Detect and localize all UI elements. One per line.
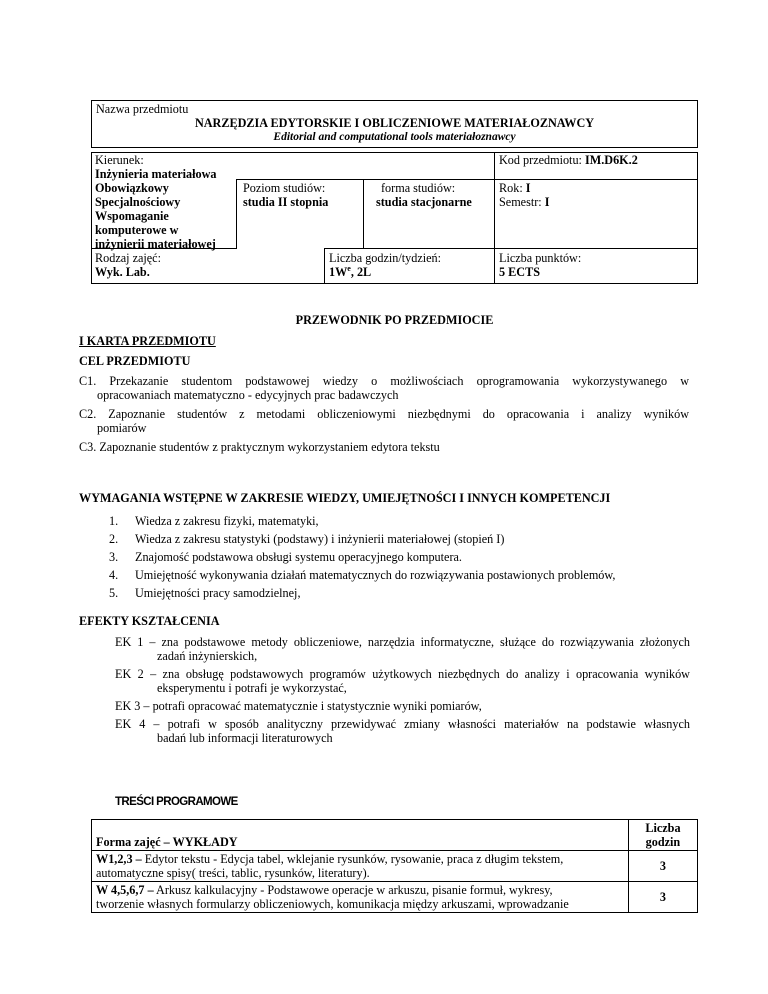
- cel-3: C3. Zapoznanie studentów z praktycznym wykorzystaniem edytora tekstu: [79, 440, 440, 454]
- punkty-label: Liczba punktów:: [499, 251, 582, 265]
- karta-title: I KARTA PRZEDMIOTU: [79, 334, 216, 348]
- efekty-list: [115, 635, 690, 745]
- semestr: [499, 195, 549, 209]
- rok-label: Rok:: [499, 181, 523, 195]
- cel-1-line-2: opracowaniach matematyczno - edycyjnych prac badawczych: [97, 388, 399, 402]
- ek-1-line-2: zadań inżynierskich,: [157, 649, 258, 663]
- course-name-label: Nazwa przedmiotu: [96, 102, 189, 116]
- rodzaj-label: Rodzaj zajęć:: [95, 251, 161, 265]
- guide-title: PRZEWODNIK PO PRZEDMIOCIE: [295, 313, 494, 327]
- godziny-value: $1W^e$, 2L: [329, 263, 372, 279]
- program-row-2-hours: 3: [628, 882, 697, 913]
- program-table: [91, 819, 698, 913]
- semestr-label: Semestr:: [499, 195, 542, 209]
- program-head-hours: Liczba godzin: [628, 820, 697, 851]
- rok: [499, 181, 531, 195]
- ek-2-line-1: EK 2 – zna obsługę podstawowych programów użytkowych niezbędnych do analizy i opracowania wyników: [115, 667, 690, 681]
- list-item: 3. Znajomość podstawowa obsługi systemu operacyjnego komputera.: [109, 550, 462, 564]
- spec-name-3: inżynierii materiałowej: [95, 237, 216, 251]
- course-subtitle: Editorial and computational tools materiałoznawcy: [273, 131, 516, 143]
- ek-4-line-1: EK 4 – potrafi w sposób analityczny przewidywać zmiany własności materiałów na podstawie własnych: [115, 717, 690, 731]
- forma-label: forma studiów:: [381, 181, 456, 195]
- semestr-value: I: [544, 195, 550, 209]
- table-row: [92, 882, 698, 913]
- table-header-row: [92, 820, 698, 851]
- cele-list: [79, 374, 689, 454]
- cel-title: CEL PRZEDMIOTU: [79, 354, 191, 368]
- rodzaj-value: Wyk. Lab.: [95, 265, 150, 279]
- kierunek-label: Kierunek:: [95, 153, 144, 167]
- specjalnosciowy: Specjalnościowy: [95, 195, 181, 209]
- obowiazkowy: Obowiązkowy: [95, 181, 169, 195]
- wymagania-list: [79, 514, 699, 604]
- ek-2-line-2: eksperymentu i potrafi je wykorzystać,: [157, 681, 347, 695]
- tresci-title: TREŚCI PROGRAMOWE: [115, 796, 238, 808]
- ek-3: EK 3 – potrafi opracować matematycznie i statystycznie wyniki pomiarów,: [115, 699, 482, 713]
- cel-2-line-2: pomiarów: [97, 421, 147, 435]
- ek-1-line-1: EK 1 – zna podstawowe metody obliczeniowe, narzędzia informatyczne, służące do rozwiązywania złożonych: [115, 635, 690, 649]
- kierunek-value: Inżynieria materiałowa: [95, 167, 217, 181]
- program-row-2-text: W 4,5,6,7 – Arkusz kalkulacyjny - Podstawowe operacje w arkuszu, pisanie formuł, wykresy, tworzenie własnych formularzy obliczeniowych, komunikacja między arkuszami, wprowadzanie: [92, 882, 629, 913]
- list-item: 2. Wiedza z zakresu statystyki (podstawy) i inżynierii materiałowej (stopień I): [109, 532, 505, 546]
- course-name-box: [91, 100, 698, 148]
- rok-value: I: [525, 181, 531, 195]
- godziny-label: Liczba godzin/tydzień:: [329, 251, 442, 265]
- spec-name-2: komputerowe w: [95, 223, 179, 237]
- list-item: 4. Umiejętność wykonywania działań matematycznych do rozwiązywania postawionych problemów,: [109, 568, 616, 582]
- table-row: [92, 851, 698, 882]
- ek-4-line-2: badań lub informacji literaturowych: [157, 731, 333, 745]
- spec-name-1: Wspomaganie: [95, 209, 169, 223]
- course-title: NARZĘDZIA EDYTORSKIE I OBLICZENIOWE MATERIAŁOZNAWCY: [194, 116, 595, 130]
- punkty-value: 5 ECTS: [499, 265, 540, 279]
- list-item: 1. Wiedza z zakresu fizyki, matematyki,: [109, 514, 319, 528]
- list-item: 5. Umiejętności pracy samodzielnej,: [109, 586, 301, 600]
- forma-value: studia stacjonarne: [376, 195, 472, 209]
- program-head-label: Forma zajęć – WYKŁADY: [92, 820, 629, 851]
- info-grid: [91, 152, 698, 284]
- program-row-1-hours: 3: [628, 851, 697, 882]
- kod-label: Kod przedmiotu:: [499, 153, 582, 167]
- poziom-value: studia II stopnia: [243, 195, 329, 209]
- poziom-label: Poziom studiów:: [243, 181, 326, 195]
- kod-value: IM.D6K.2: [584, 153, 638, 167]
- kod-przedmiotu: [499, 153, 638, 167]
- wymagania-title: WYMAGANIA WSTĘPNE W ZAKRESIE WIEDZY, UMIEJĘTNOŚCI I INNYCH KOMPETENCJI: [79, 491, 611, 505]
- cel-1-line-1: C1. Przekazanie studentom podstawowej wiedzy o możliwościach oprogramowania wykorzystywanego w: [79, 374, 689, 388]
- cel-2-line-1: C2. Zapoznanie studentów z metodami obliczeniowymi niezbędnymi do opracowania i analizy wyników: [79, 407, 689, 421]
- efekty-title: EFEKTY KSZTAŁCENIA: [79, 614, 220, 628]
- program-row-1-text: W1,2,3 – Edytor tekstu - Edycja tabel, wklejanie rysunków, rysowanie, praca z długim tekstem, automatyczne spisy( treści, tablic, rysunków, literatury).: [92, 851, 629, 882]
